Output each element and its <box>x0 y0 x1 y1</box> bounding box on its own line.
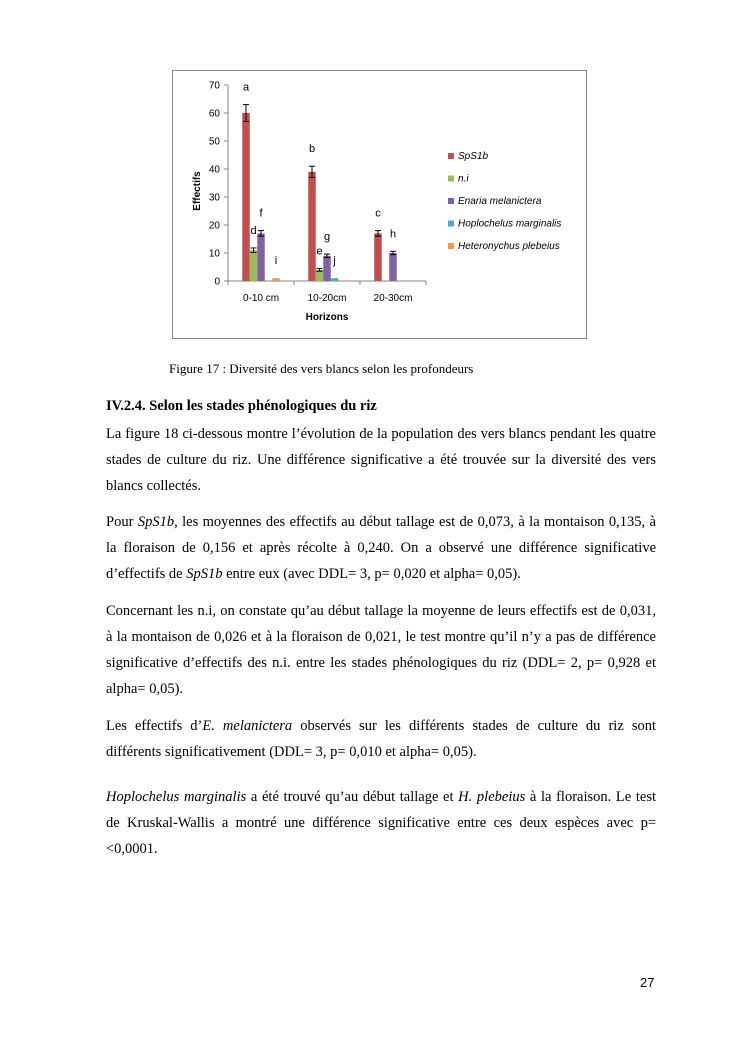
y-axis-title: Effectifs <box>192 171 203 211</box>
significance-letter: c <box>375 207 381 220</box>
significance-letter: a <box>242 81 250 94</box>
bar <box>250 250 258 281</box>
paragraph-2-text-2: les moyennes des effectifs au début tallage est de 0,073, à la montaison 0,135, à la floraison de 0,156 et après récolte à 0,240. On a observé une différence significative d’effectifs de <box>106 514 656 582</box>
paragraph-2 <box>106 509 656 587</box>
legend-label: Heteronychus plebeius <box>458 241 560 252</box>
bar <box>308 172 316 281</box>
y-tick-label: 70 <box>208 80 220 92</box>
significance-letter: g <box>323 231 331 244</box>
paragraph-5 <box>106 784 656 862</box>
paragraph-2-species-2: SpS1b <box>186 566 223 582</box>
paragraph-2-text-3: entre eux (avec DDL= 3, p= 0,020 et alpha= 0,05). <box>222 566 521 582</box>
x-tick-label: 0-10 cm <box>242 293 280 304</box>
bar <box>374 233 382 281</box>
section-heading: IV.2.4. Selon les stades phénologiques du riz <box>106 398 377 414</box>
significance-letter: h <box>389 228 397 241</box>
figure-caption: Figure 17 : Diversité des vers blancs selon les profondeurs <box>169 361 474 376</box>
legend-swatch <box>448 176 454 182</box>
paragraph-1: La figure 18 ci-dessous montre l’évolution de la population des vers blancs pendant les quatre stades de culture du riz. Une différence significative a été trouvée sur la diversité des vers blancs collectés. <box>106 426 656 494</box>
y-tick-label: 60 <box>208 108 220 120</box>
x-tick-label: 10-20cm <box>307 293 347 304</box>
significance-letter: e <box>316 245 323 258</box>
legend-swatch <box>448 221 454 227</box>
paragraph-5-species-2: H. plebeius <box>458 789 526 805</box>
legend-label: Enaria melanictera <box>458 196 542 207</box>
bar <box>331 278 339 281</box>
paragraph-4-text-2: observés sur les différents stades de culture du riz sont différents significativement (DDL= 3, p= 0,010 et alpha= 0,05). <box>106 718 657 760</box>
paragraph-4 <box>106 713 656 765</box>
bar-chart <box>173 71 588 340</box>
bar <box>242 113 250 281</box>
paragraph-5-text-1: a été trouvé qu’au début tallage et <box>246 789 459 805</box>
y-tick-label: 30 <box>208 192 220 204</box>
legend-swatch <box>448 198 454 204</box>
y-tick-label: 20 <box>208 220 220 232</box>
paragraph-3: Concernant les n.i, on constate qu’au début tallage la moyenne de leurs effectifs est de 0,031, à la montaison de 0,026 et à la floraison de 0,021, le test montre qu’il n’y a pas de différence significative d’effectifs des n.i. entre les stades phénologiques du riz (DDL= 2, p= 0,928 et alpha= 0,05). <box>106 603 656 697</box>
bar <box>257 233 265 281</box>
bar <box>272 278 280 281</box>
y-tick-label: 50 <box>208 136 220 148</box>
y-tick-label: 0 <box>214 276 220 288</box>
significance-letter: i <box>274 255 278 268</box>
paragraph-5-text-2: à la floraison. Le test de Kruskal-Wallis a montré une différence significative entre ces deux espèces avec p= <0,0001. <box>106 789 656 857</box>
page-number: 27 <box>640 975 655 990</box>
paragraph-2-species-1: SpS1b, <box>137 514 178 530</box>
significance-letter: j <box>333 255 336 268</box>
legend-label: n.i <box>458 173 469 185</box>
legend-swatch <box>448 243 454 249</box>
legend-swatch <box>448 153 454 159</box>
paragraph-4-species: E. melanictera <box>202 718 293 734</box>
paragraph-2-text-1: Pour <box>106 514 138 530</box>
y-tick-label: 10 <box>208 248 220 260</box>
x-tick-label: 20-30cm <box>373 293 413 304</box>
bar <box>389 253 397 281</box>
significance-letter: d <box>250 224 257 237</box>
chart-figure <box>172 70 587 339</box>
significance-letter: b <box>308 143 316 156</box>
x-axis-title: Horizons <box>305 312 349 323</box>
bar <box>323 256 331 281</box>
y-tick-label: 40 <box>208 164 220 176</box>
paragraph-4-text-1: Les effectifs d’ <box>106 718 203 734</box>
significance-letter: f <box>259 207 263 220</box>
legend-label: SpS1b <box>458 151 489 162</box>
paragraph-5-species-1: Hoplochelus marginalis <box>106 789 247 805</box>
legend-label: Hoplochelus marginalis <box>458 218 562 230</box>
